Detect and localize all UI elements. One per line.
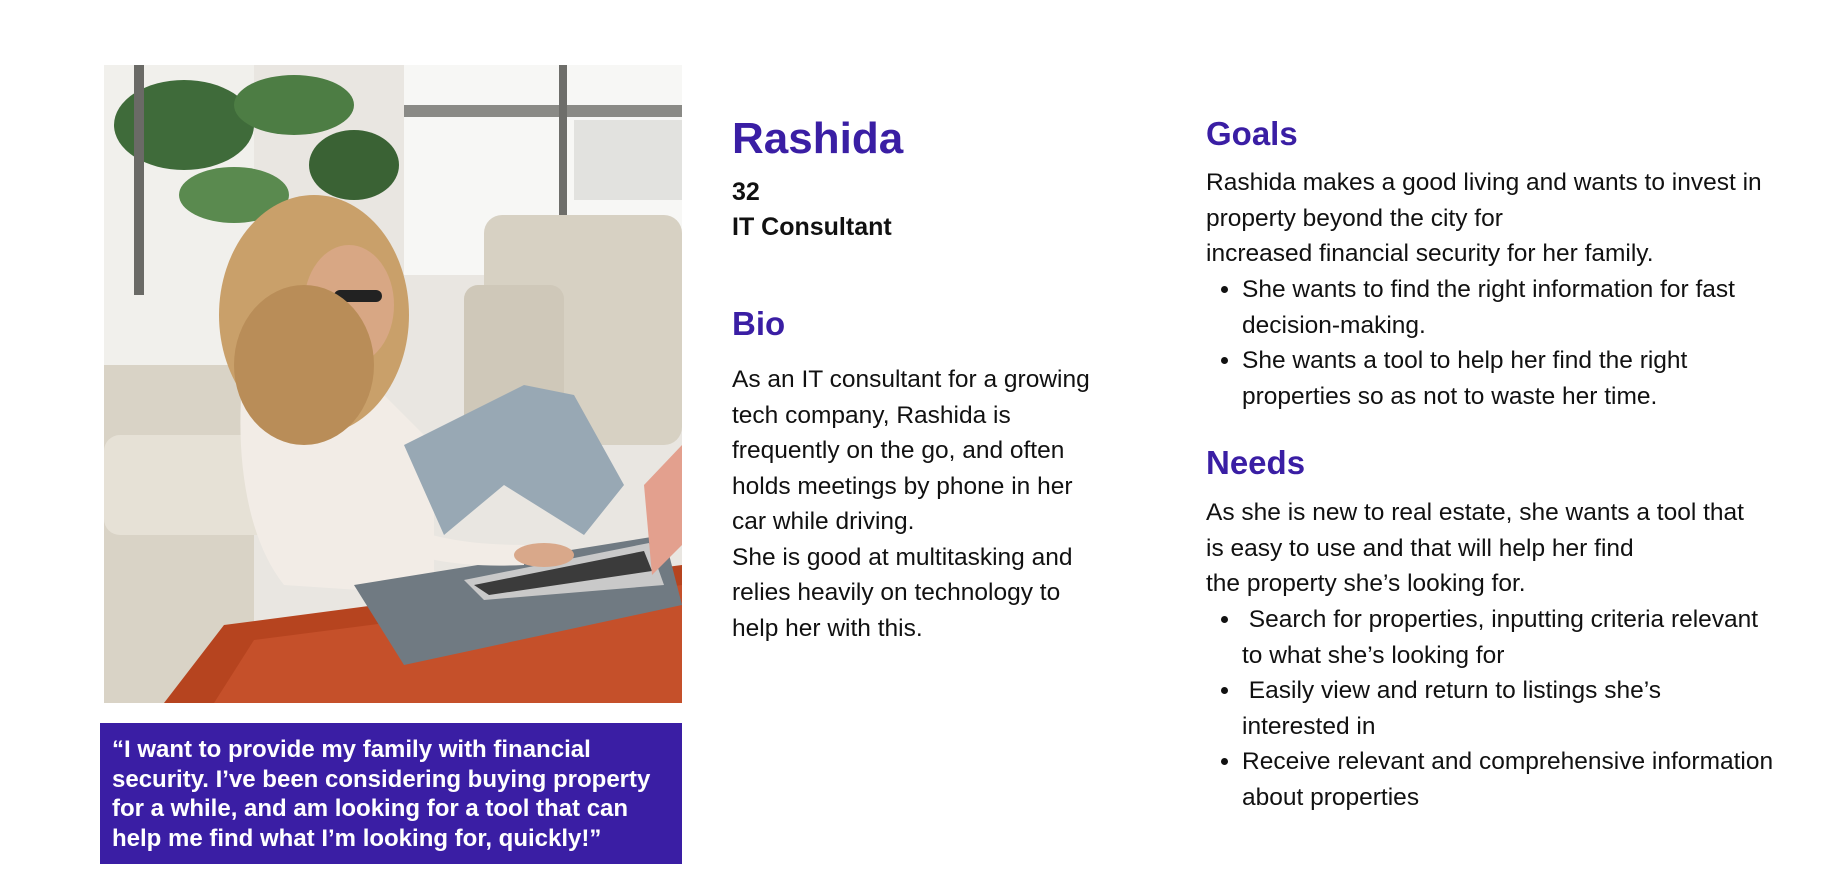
needs-intro xyxy=(1206,495,1806,602)
needs-list xyxy=(1206,602,1822,815)
needs-list-item xyxy=(1242,673,1822,744)
needs-list-item xyxy=(1242,602,1822,673)
goals-intro-line: increased financial security for her family. xyxy=(1206,240,1654,267)
quote-line: for a while, and am looking for a tool that can xyxy=(112,795,629,822)
needs-item-line: interested in xyxy=(1242,712,1376,740)
quote-line: help me find what I’m looking for, quickly!” xyxy=(112,824,602,852)
needs-item-line: • Easily view and return to listings she’s xyxy=(1242,677,1661,704)
goals-list-item xyxy=(1242,272,1822,343)
needs-item-line: about properties xyxy=(1242,783,1420,811)
bio-line: frequently on the go, and often xyxy=(732,437,1065,464)
bio-line: car while driving. xyxy=(732,508,915,535)
quote-line: security. I’ve been considering buying property xyxy=(112,765,651,793)
goals-heading: Goals xyxy=(1206,115,1298,152)
goals-item-line: • She wants to find the right information for fast xyxy=(1242,276,1735,303)
bio-heading: Bio xyxy=(732,305,786,342)
needs-intro-line: is easy to use and that will help her find xyxy=(1206,534,1634,562)
goals-item-line: • She wants a tool to help her find the right xyxy=(1242,347,1688,374)
goals-item-line: properties so as not to waste her time. xyxy=(1242,382,1658,410)
goals-list xyxy=(1206,272,1822,414)
persona-age: 32 xyxy=(732,178,760,206)
bio-line: help her with this. xyxy=(732,614,923,642)
needs-item-line: • Receive relevant and comprehensive information xyxy=(1242,748,1774,775)
needs-intro-line: As she is new to real estate, she wants a tool that xyxy=(1206,499,1744,526)
goals-intro xyxy=(1206,165,1806,272)
goals-intro-line: property beyond the city for xyxy=(1206,204,1503,232)
woman-with-laptop-illustration xyxy=(104,65,682,703)
persona-photo xyxy=(104,65,682,703)
needs-intro-line: the property she’s looking for. xyxy=(1206,570,1526,597)
bio-line: As an IT consultant for a growing xyxy=(732,366,1090,393)
bio-line: relies heavily on technology to xyxy=(732,579,1061,606)
goals-intro-line: Rashida makes a good living and wants to invest in xyxy=(1206,169,1762,196)
needs-list-item xyxy=(1242,744,1822,815)
persona-quote xyxy=(100,723,682,864)
bio-line: She is good at multitasking and xyxy=(732,543,1073,571)
goals-list-item xyxy=(1242,343,1822,414)
needs-item-line: • Search for properties, inputting criteria relevant xyxy=(1242,606,1759,633)
quote-line: “I want to provide my family with financial xyxy=(112,736,591,763)
needs-heading: Needs xyxy=(1206,444,1306,481)
bio-line: holds meetings by phone in her xyxy=(732,472,1073,500)
needs-item-line: to what she’s looking for xyxy=(1242,641,1505,669)
persona-role: IT Consultant xyxy=(732,213,892,241)
goals-item-line: decision-making. xyxy=(1242,311,1426,339)
persona-name: Rashida xyxy=(732,114,904,163)
bio-line: tech company, Rashida is xyxy=(732,401,1011,429)
bio-text xyxy=(732,362,1122,646)
